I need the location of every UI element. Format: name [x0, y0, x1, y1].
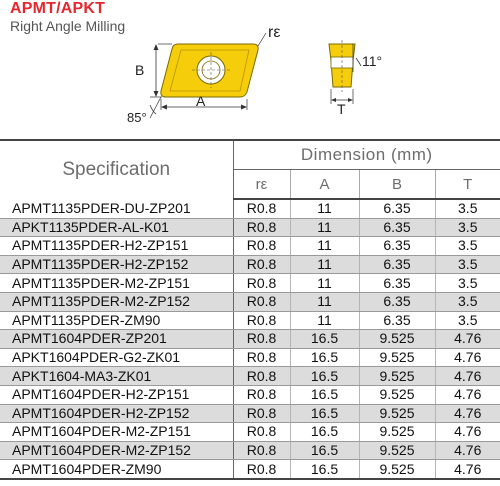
table-row — [0, 218, 500, 237]
b-cell: 9.525 — [359, 330, 435, 349]
a-cell: 16.5 — [290, 404, 359, 423]
b-cell: 6.35 — [359, 292, 435, 311]
table-row — [0, 348, 500, 367]
re-cell: R0.8 — [233, 311, 290, 330]
a-cell: 16.5 — [290, 441, 359, 460]
t-cell: 4.76 — [435, 348, 500, 367]
insert-top-view — [150, 33, 266, 118]
t-cell: 3.5 — [435, 199, 500, 218]
table-row — [0, 199, 500, 218]
table-row — [0, 274, 500, 293]
a-cell: 16.5 — [290, 460, 359, 479]
b-label: B — [135, 62, 145, 78]
clearance-label: 11° — [362, 53, 383, 69]
t-cell: 3.5 — [435, 237, 500, 256]
a-cell: 16.5 — [290, 348, 359, 367]
table-row — [0, 292, 500, 311]
spec-cell: APMT1135PDER-H2-ZP152 — [0, 255, 233, 274]
spec-cell: APMT1135PDER-DU-ZP201 — [0, 199, 233, 218]
b-cell: 9.525 — [359, 348, 435, 367]
b-cell: 9.525 — [359, 460, 435, 479]
table-row — [0, 423, 500, 442]
table-row — [0, 311, 500, 330]
spec-table-body — [0, 199, 500, 479]
table-row — [0, 441, 500, 460]
a-cell: 11 — [290, 237, 359, 256]
t-cell: 4.76 — [435, 367, 500, 386]
b-cell: 6.35 — [359, 237, 435, 256]
b-cell: 6.35 — [359, 255, 435, 274]
col-header-b: B — [359, 170, 435, 200]
a-cell: 11 — [290, 292, 359, 311]
re-cell: R0.8 — [233, 218, 290, 237]
table-row — [0, 404, 500, 423]
a-cell: 11 — [290, 274, 359, 293]
a-cell: 16.5 — [290, 385, 359, 404]
a-cell: 16.5 — [290, 330, 359, 349]
b-cell: 6.35 — [359, 274, 435, 293]
re-label: rε — [268, 24, 281, 41]
t-cell: 4.76 — [435, 330, 500, 349]
b-cell: 6.35 — [359, 311, 435, 330]
table-row — [0, 330, 500, 349]
t-label: T — [337, 101, 346, 117]
b-cell: 9.525 — [359, 423, 435, 442]
table-row — [0, 385, 500, 404]
re-cell: R0.8 — [233, 274, 290, 293]
spec-cell: APMT1604PDER-M2-ZP152 — [0, 441, 233, 460]
re-cell: R0.8 — [233, 330, 290, 349]
re-cell: R0.8 — [233, 423, 290, 442]
re-cell: R0.8 — [233, 237, 290, 256]
b-cell: 9.525 — [359, 441, 435, 460]
re-cell: R0.8 — [233, 367, 290, 386]
table-row — [0, 237, 500, 256]
angle-label: 85° — [127, 110, 147, 125]
col-header-re: rε — [233, 170, 290, 200]
t-cell: 4.76 — [435, 404, 500, 423]
insert-diagram — [0, 0, 500, 139]
spec-cell: APMT1135PDER-M2-ZP152 — [0, 292, 233, 311]
spec-header: Specification — [0, 140, 233, 199]
re-cell: R0.8 — [233, 441, 290, 460]
dimension-header: Dimension (mm) — [233, 140, 500, 170]
t-cell: 4.76 — [435, 423, 500, 442]
b-cell: 6.35 — [359, 199, 435, 218]
col-header-a: A — [290, 170, 359, 200]
a-cell: 16.5 — [290, 367, 359, 386]
spec-cell: APMT1604PDER-H2-ZP152 — [0, 404, 233, 423]
b-cell: 9.525 — [359, 385, 435, 404]
t-cell: 4.76 — [435, 441, 500, 460]
re-cell: R0.8 — [233, 255, 290, 274]
b-cell: 9.525 — [359, 367, 435, 386]
page-subtitle: Right Angle Milling — [10, 18, 126, 34]
spec-cell: APMT1135PDER-ZM90 — [0, 311, 233, 330]
t-cell: 3.5 — [435, 311, 500, 330]
re-cell: R0.8 — [233, 348, 290, 367]
a-cell: 11 — [290, 311, 359, 330]
table-row — [0, 255, 500, 274]
spec-cell: APKT1135PDER-AL-K01 — [0, 218, 233, 237]
a-cell: 11 — [290, 218, 359, 237]
spec-cell: APMT1604PDER-ZM90 — [0, 460, 233, 479]
re-cell: R0.8 — [233, 460, 290, 479]
table-row — [0, 460, 500, 479]
t-cell: 4.76 — [435, 385, 500, 404]
b-cell: 6.35 — [359, 218, 435, 237]
spec-cell: APMT1135PDER-M2-ZP151 — [0, 274, 233, 293]
insert-side-view — [329, 40, 361, 104]
spec-cell: APMT1604PDER-M2-ZP151 — [0, 423, 233, 442]
a-label: A — [196, 93, 206, 109]
a-cell: 11 — [290, 199, 359, 218]
col-header-t: T — [435, 170, 500, 200]
a-cell: 11 — [290, 255, 359, 274]
re-cell: R0.8 — [233, 199, 290, 218]
spec-cell: APMT1135PDER-H2-ZP151 — [0, 237, 233, 256]
a-cell: 16.5 — [290, 423, 359, 442]
b-cell: 9.525 — [359, 404, 435, 423]
spec-cell: APMT1604PDER-H2-ZP151 — [0, 385, 233, 404]
table-row — [0, 367, 500, 386]
t-cell: 4.76 — [435, 460, 500, 479]
re-cell: R0.8 — [233, 404, 290, 423]
t-cell: 3.5 — [435, 292, 500, 311]
spec-cell: APKT1604PDER-G2-ZK01 — [0, 348, 233, 367]
re-cell: R0.8 — [233, 385, 290, 404]
page-title: APMT/APKT — [10, 0, 106, 17]
re-cell: R0.8 — [233, 292, 290, 311]
t-cell: 3.5 — [435, 218, 500, 237]
t-cell: 3.5 — [435, 274, 500, 293]
spec-cell: APKT1604-MA3-ZK01 — [0, 367, 233, 386]
spec-table — [0, 139, 500, 480]
spec-cell: APMT1604PDER-ZP201 — [0, 330, 233, 349]
t-cell: 3.5 — [435, 255, 500, 274]
